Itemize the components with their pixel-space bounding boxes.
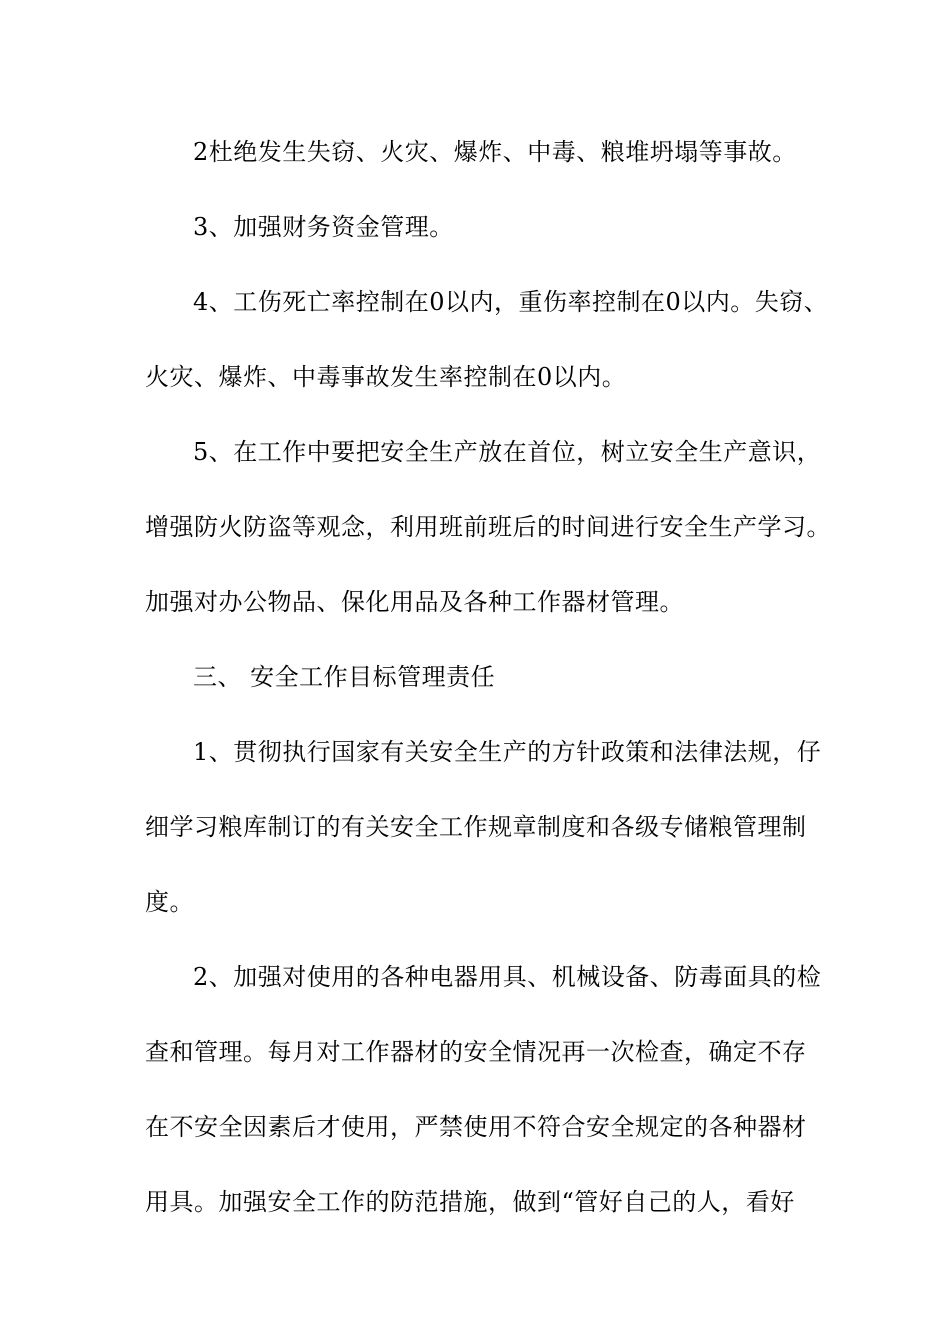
paragraph-line: 4、工伤死亡率控制在0以内，重伤率控制在0以内。失窃、 bbox=[193, 288, 829, 316]
paragraph-line: 2杜绝发生失窃、火灾、爆炸、中毒、粮堆坍塌等事故。 bbox=[193, 138, 797, 166]
paragraph-line: 查和管理。每月对工作器材的安全情况再一次检查，确定不存 bbox=[145, 1038, 807, 1066]
section-heading: 三、 安全工作目标管理责任 bbox=[193, 663, 496, 691]
paragraph-line: 5、在工作中要把安全生产放在首位，树立安全生产意识， bbox=[193, 438, 822, 466]
paragraph-line: 1、贯彻执行国家有关安全生产的方针政策和法律法规，仔 bbox=[193, 738, 822, 766]
paragraph-line: 3、加强财务资金管理。 bbox=[193, 213, 454, 241]
paragraph-line: 细学习粮库制订的有关安全工作规章制度和各级专储粮管理制 bbox=[145, 813, 807, 841]
paragraph-line: 火灾、爆炸、中毒事故发生率控制在0以内。 bbox=[145, 363, 627, 391]
paragraph-line: 加强对办公物品、保化用品及各种工作器材管理。 bbox=[145, 588, 684, 616]
paragraph-line: 在不安全因素后才使用，严禁使用不符合安全规定的各种器材 bbox=[145, 1113, 807, 1141]
paragraph-line: 用具。加强安全工作的防范措施，做到“管好自己的人，看好 bbox=[145, 1188, 795, 1216]
paragraph-line: 度。 bbox=[145, 888, 194, 916]
paragraph-line: 增强防火防盗等观念，利用班前班后的时间进行安全生产学习。 bbox=[145, 513, 831, 541]
paragraph-line: 2、加强对使用的各种电器用具、机械设备、防毒面具的检 bbox=[193, 963, 822, 991]
